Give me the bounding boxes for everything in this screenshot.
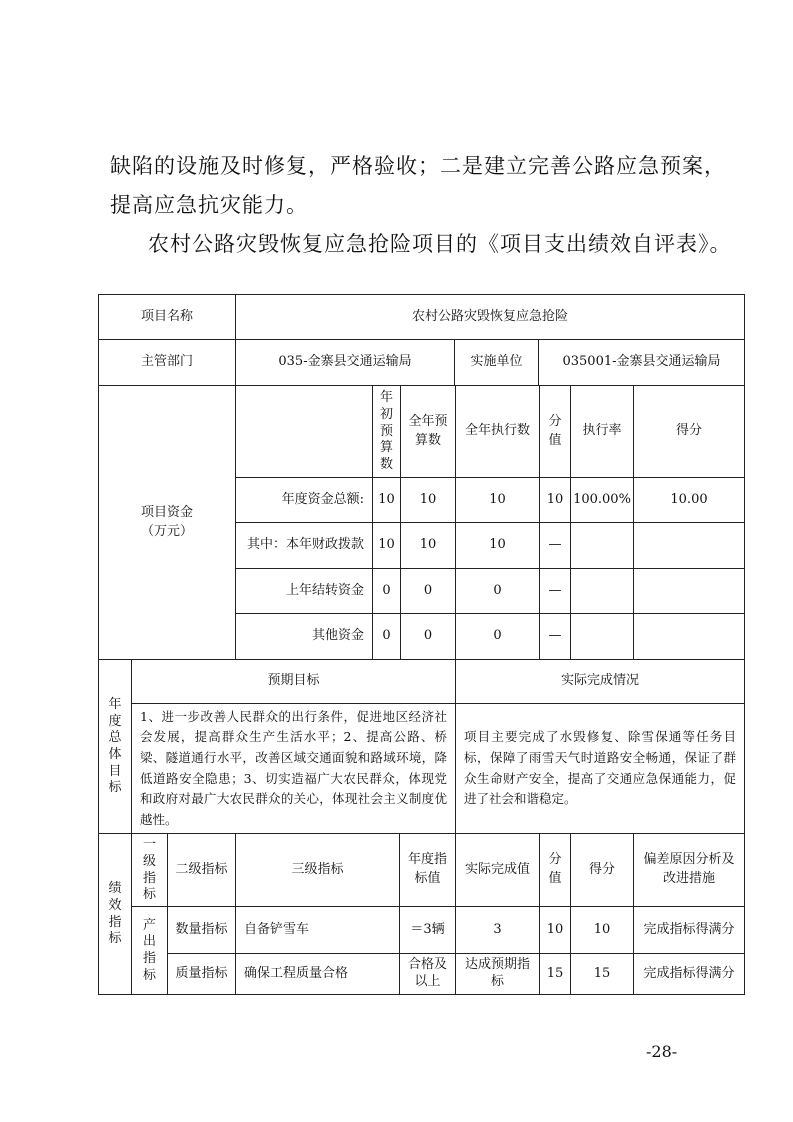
paragraph-line-2: 提高应急抗灾能力。 xyxy=(110,193,308,217)
paragraph-line-1: 缺陷的设施及时修复，严格验收；二是建立完善公路应急预案， xyxy=(110,154,726,178)
header-initial-budget: 年 初 预 算 数 xyxy=(373,386,401,478)
perf-target: 合格及 以上 xyxy=(400,954,456,994)
header-annual-exec: 全年执行数 xyxy=(456,386,540,478)
perf-level2: 数量指标 xyxy=(168,907,236,954)
perf-score: 10 xyxy=(571,907,634,954)
funds-initial: 10 xyxy=(373,478,401,523)
funds-row-label: 年度资金总额: xyxy=(236,478,373,523)
funds-weight: — xyxy=(540,569,571,614)
funds-rate xyxy=(571,614,634,660)
funds-annual: 10 xyxy=(401,478,456,523)
funds-initial: 10 xyxy=(373,523,401,569)
funds-row-label: 其他资金 xyxy=(236,614,373,660)
project-name-value: 农村公路灾毁恢复应急抢险 xyxy=(236,295,744,340)
perf-actual: 达成预期指 标 xyxy=(456,954,540,994)
funds-initial: 0 xyxy=(373,569,401,614)
annual-goal-label: 年 度 总 体 目 标 xyxy=(99,660,132,834)
perf-level3: 自备铲雪车 xyxy=(236,907,400,954)
paragraph-line-3: 农村公路灾毁恢复应急抢险项目的《项目支出绩效自评表》。 xyxy=(148,232,732,256)
dept-value: 035-金寨县交通运输局 xyxy=(236,340,455,386)
funds-row-label: 上年结转资金 xyxy=(236,569,373,614)
funds-score xyxy=(634,614,744,660)
funds-annual: 0 xyxy=(401,569,456,614)
expected-goal-text: 1、进一步改善人民群众的出行条件，促进地区经济社会发展，提高群众生产生活水平；2、提高公路、桥梁、隧道通行水平，改善区域交通面貌和路域环境，降低道路安全隐患；3、切实造福广大农民群众，体现党和政府对最广大农民群众的关心，体现社会主义制度优越性。 xyxy=(132,704,456,834)
funds-rate xyxy=(571,569,634,614)
funds-exec: 10 xyxy=(456,478,540,523)
perf-deviation: 完成指标得满分 xyxy=(643,965,735,981)
header-perf-score: 得分 xyxy=(571,834,634,907)
perf-target: ＝3辆 xyxy=(400,907,456,954)
header-actual-value: 实际完成值 xyxy=(456,834,540,907)
dept-label: 主管部门 xyxy=(99,340,236,386)
header-level3: 三级指标 xyxy=(236,834,400,907)
performance-self-evaluation-table xyxy=(98,294,745,995)
funds-initial: 0 xyxy=(373,614,401,660)
header-level2: 二级指标 xyxy=(168,834,236,907)
page-number: -28- xyxy=(646,1042,678,1061)
funds-rate xyxy=(571,523,634,569)
header-exec-rate: 执行率 xyxy=(571,386,634,478)
funds-score xyxy=(634,569,744,614)
perf-weight: 10 xyxy=(540,907,571,954)
header-level1: 一 级 指 标 xyxy=(132,834,168,907)
funds-exec: 0 xyxy=(456,614,540,660)
expected-goal-header: 预期目标 xyxy=(132,660,456,704)
perf-level3: 确保工程质量合格 xyxy=(236,954,400,994)
perf-label: 绩 效 指 标 xyxy=(99,834,132,994)
actual-text: 项目主要完成了水毁修复、除雪保通等任务目标，保障了雨雪天气时道路安全畅通，保证了群众生命财产安全，提高了交通应急保通能力，促进了社会和谐稳定。 xyxy=(456,704,744,834)
perf-weight: 15 xyxy=(540,954,571,994)
perf-level2: 质量指标 xyxy=(168,954,236,994)
funds-header-blank xyxy=(236,386,373,478)
funds-annual: 10 xyxy=(401,523,456,569)
funds-exec: 10 xyxy=(456,523,540,569)
header-weight: 分 值 xyxy=(540,834,571,907)
header-annual-budget: 全年预 算数 xyxy=(401,386,456,478)
funds-row-label: 其中：本年财政拨款 xyxy=(236,523,373,569)
header-score: 得分 xyxy=(634,386,744,478)
funds-label: 项目资金 （万元） xyxy=(99,386,236,660)
funds-exec: 0 xyxy=(456,569,540,614)
header-deviation: 偏差原因分析及 改进措施 xyxy=(634,834,744,907)
impl-value: 035001-金寨县交通运输局 xyxy=(539,340,744,386)
project-name-label: 项目名称 xyxy=(99,295,236,340)
impl-label: 实施单位 xyxy=(455,340,539,386)
perf-actual: 3 xyxy=(456,907,540,954)
funds-annual: 0 xyxy=(401,614,456,660)
funds-rate: 100.00% xyxy=(571,478,634,523)
funds-weight: 10 xyxy=(540,478,571,523)
perf-deviation: 完成指标得满分 xyxy=(634,907,744,954)
perf-score: 15 xyxy=(571,954,634,994)
actual-header: 实际完成情况 xyxy=(456,660,744,704)
funds-weight: — xyxy=(540,614,571,660)
funds-score: 10.00 xyxy=(634,478,744,523)
funds-score xyxy=(634,523,744,569)
header-annual-value: 年度指 标值 xyxy=(400,834,456,907)
funds-weight: — xyxy=(540,523,571,569)
output-indicator-label: 产 出 指 标 xyxy=(132,907,168,994)
header-score-weight: 分 值 xyxy=(540,386,571,478)
